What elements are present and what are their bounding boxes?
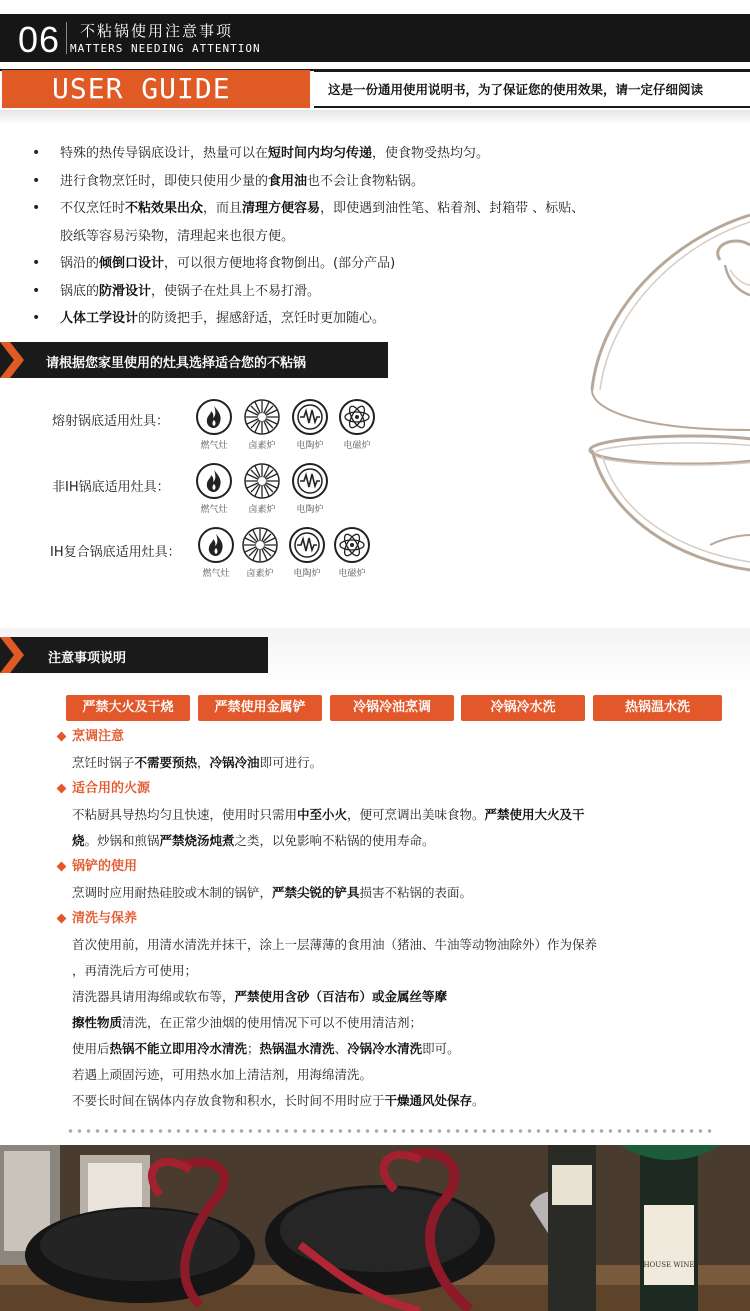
note-text: ，再清洗后方可使用； — [72, 963, 198, 978]
warning-tag: 严禁使用金属铲 — [198, 695, 322, 721]
induction-icon — [333, 526, 371, 564]
banner-arrow-icon — [0, 342, 28, 378]
notes-list — [58, 724, 708, 1114]
stove-row-label: 熔射锅底适用灶具： — [52, 414, 170, 429]
note-text: 烹调时应用耐热硅胶或木制的锅铲，严禁尖锐的铲具损害不粘锅的表面。 — [72, 885, 473, 900]
ceramic-stove-icon — [291, 398, 329, 436]
halogen-icon — [243, 398, 281, 436]
stove-row-label: IH复合锅底适用灶具： — [50, 545, 181, 560]
notes-section-title: 注意事项说明 — [48, 651, 127, 666]
stove-caption: 电磁炉 — [338, 569, 366, 579]
note-text: 烧。炒锅和煎锅严禁烧汤炖煮之类，以免影响不粘锅的使用寿命。 — [72, 833, 435, 848]
stove-caption: 卤素炉 — [248, 441, 276, 451]
stove-caption: 电陶炉 — [296, 505, 324, 515]
warning-tag: 冷锅冷水洗 — [461, 695, 585, 721]
warning-tags — [66, 695, 726, 721]
stove-caption: 电陶炉 — [296, 441, 324, 451]
induction-icon — [338, 398, 376, 436]
stove-caption: 卤素炉 — [248, 505, 276, 515]
note-heading: 锅铲的使用 — [58, 854, 708, 880]
note-heading: 清洗与保养 — [58, 906, 708, 932]
section-header — [0, 0, 750, 66]
stove-caption: 卤素炉 — [246, 569, 274, 579]
feature-item: • 不仅烹饪时不粘效果出众，而且清理方便容易，即使遇到油性笔、粘着剂、封箱带 、标贴、 — [32, 200, 585, 216]
guide-shadow — [0, 110, 750, 124]
stove-caption: 燃气灶 — [200, 441, 228, 451]
note-heading: 烹调注意 — [58, 724, 708, 750]
guide-description: 这是一份通用使用说明书，为了保证您的使用效果，请一定仔细阅读 — [328, 82, 704, 97]
stove-row-label: 非IH锅底适用灶具： — [52, 480, 170, 495]
feature-item: • 人体工学设计的防烫把手，握感舒适，烹饪时更加随心。 — [32, 310, 386, 326]
note-text: 清洗器具请用海绵或软布等，严禁使用含砂（百洁布）或金属丝等摩 — [72, 989, 448, 1004]
stove-caption: 电陶炉 — [293, 569, 321, 579]
pot-illustration — [580, 200, 750, 580]
note-text: 不要长时间在锅体内存放食物和积水，长时间不用时应于干燥通风处保存。 — [72, 1093, 485, 1108]
halogen-icon — [243, 462, 281, 500]
feature-item-continuation: 胶纸等容易污染物，清理起来也很方便。 — [60, 228, 295, 244]
stove-caption: 燃气灶 — [200, 505, 228, 515]
note-text: 擦性物质清洗，在正常少油烟的使用情况下可以不使用清洁剂； — [72, 1015, 423, 1030]
feature-item: • 锅沿的倾倒口设计，可以很方便地将食物倒出。(部分产品) — [32, 255, 396, 271]
product-photo-illustration — [0, 1145, 750, 1311]
warning-tag: 热锅温水洗 — [593, 695, 722, 721]
stove-caption: 电磁炉 — [343, 441, 371, 451]
stove-caption: 燃气灶 — [202, 569, 230, 579]
feature-item: • 进行食物烹饪时，即使只使用少量的食用油也不会让食物粘锅。 — [32, 172, 425, 189]
note-text: 烹饪时锅子不需要预热，冷锅冷油即可进行。 — [72, 755, 323, 770]
note-text: 不粘厨具导热均匀且快速，使用时只需用中至小火，便可烹调出美味食物。严禁使用大火及干 — [72, 807, 585, 822]
ceramic-stove-icon — [291, 462, 329, 500]
flame-icon — [195, 398, 233, 436]
feature-item: • 特殊的热传导锅底设计，热量可以在短时间内均匀传递，使食物受热均匀。 — [32, 145, 490, 161]
header-divider — [66, 22, 67, 54]
warning-tag: 严禁大火及干烧 — [66, 695, 190, 721]
guide-label: USER GUIDE — [52, 72, 231, 105]
feature-list — [30, 140, 670, 333]
product-photo — [0, 1145, 750, 1311]
warning-tag: 冷锅冷油烹调 — [330, 695, 454, 721]
flame-icon — [197, 526, 235, 564]
note-text: 使用后热锅不能立即用冷水清洗；热锅温水清洗、冷锅冷水清洗即可。 — [72, 1041, 460, 1056]
notes-section-banner — [0, 637, 268, 673]
flame-icon — [195, 462, 233, 500]
note-text: 首次使用前，用清水清洗并抹干，涂上一层薄薄的食用油（猪油、牛油等动物油除外）作为保养 — [72, 937, 598, 952]
dotted-divider — [66, 1127, 716, 1135]
stove-section-title: 请根据您家里使用的灶具选择适合您的不粘锅 — [46, 356, 307, 371]
banner-arrow-icon — [0, 637, 28, 673]
ceramic-stove-icon — [288, 526, 326, 564]
section-title-cn: 不粘锅使用注意事项 — [80, 22, 234, 40]
note-heading: 适合用的火源 — [58, 776, 708, 802]
section-number: 06 — [18, 19, 61, 60]
note-text: 若遇上顽固污迹，可用热水加上清洁剂，用海绵清洗。 — [72, 1067, 373, 1082]
section-title-en: MATTERS NEEDING ATTENTION — [70, 42, 261, 55]
wine-bottle-label: HOUSE WINE — [643, 1261, 695, 1269]
halogen-icon — [241, 526, 279, 564]
feature-item: • 锅底的防滑设计，使锅子在灶具上不易打滑。 — [32, 282, 321, 299]
